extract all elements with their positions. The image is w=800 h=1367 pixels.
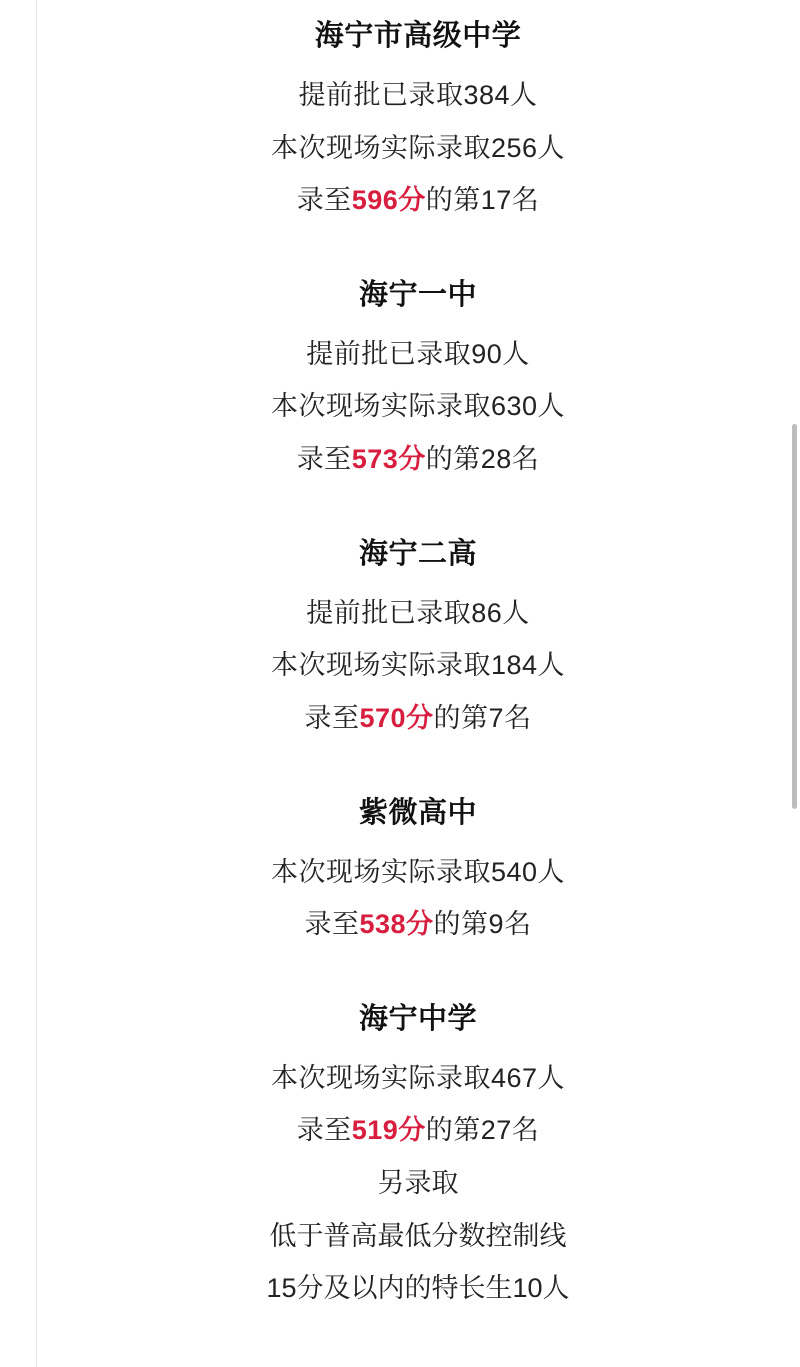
cutoff-score: 538分 bbox=[359, 909, 434, 940]
cutoff-score: 519分 bbox=[351, 1115, 426, 1146]
admission-line: 本次现场实际录取540人 bbox=[270, 856, 566, 887]
admission-line: 提前批已录取86人 bbox=[306, 597, 530, 628]
admission-line: 本次现场实际录取184人 bbox=[270, 650, 566, 681]
admission-line: 提前批已录取384人 bbox=[298, 79, 538, 110]
cutoff-line bbox=[76, 898, 760, 951]
admission-line: 本次现场实际录取630人 bbox=[270, 391, 566, 422]
cutoff-score: 573分 bbox=[351, 444, 426, 475]
cutoff-line bbox=[76, 1104, 760, 1157]
extra-admission-line: 低于普高最低分数控制线 bbox=[269, 1220, 567, 1251]
cutoff-line bbox=[76, 433, 760, 486]
article-content bbox=[36, 0, 800, 1367]
cutoff-prefix: 录至 bbox=[304, 702, 360, 733]
cutoff-suffix: 的第7名 bbox=[433, 702, 532, 733]
school-name: 海宁中学 bbox=[358, 1002, 477, 1035]
cutoff-score: 596分 bbox=[351, 185, 426, 216]
cutoff-line bbox=[76, 174, 760, 227]
school-name: 海宁一中 bbox=[358, 278, 477, 311]
cutoff-line bbox=[76, 692, 760, 745]
cutoff-suffix: 的第9名 bbox=[433, 909, 532, 940]
school-block bbox=[76, 997, 760, 1315]
school-name: 海宁二高 bbox=[358, 537, 477, 570]
school-name: 紫微高中 bbox=[358, 796, 477, 829]
cutoff-suffix: 的第27名 bbox=[425, 1115, 540, 1146]
extra-admission-line: 15分及以内的特长生10人 bbox=[266, 1273, 570, 1304]
vertical-scrollbar-thumb[interactable] bbox=[792, 424, 797, 809]
cutoff-score: 570分 bbox=[359, 702, 434, 733]
cutoff-prefix: 录至 bbox=[296, 444, 352, 475]
cutoff-suffix: 的第17名 bbox=[425, 185, 540, 216]
school-block bbox=[76, 532, 760, 745]
cutoff-prefix: 录至 bbox=[304, 909, 360, 940]
admission-line: 本次现场实际录取256人 bbox=[270, 132, 566, 163]
left-margin-rule bbox=[0, 0, 37, 1367]
school-name: 海宁市高级中学 bbox=[314, 20, 522, 52]
extra-admission-label: 另录取 bbox=[377, 1168, 459, 1199]
admission-line: 本次现场实际录取467人 bbox=[270, 1062, 566, 1093]
school-block bbox=[76, 791, 760, 951]
cutoff-prefix: 录至 bbox=[296, 185, 352, 216]
cutoff-prefix: 录至 bbox=[296, 1115, 352, 1146]
admission-line: 提前批已录取90人 bbox=[306, 338, 530, 369]
school-block bbox=[76, 14, 760, 227]
cutoff-suffix: 的第28名 bbox=[425, 444, 540, 475]
school-block bbox=[76, 273, 760, 486]
